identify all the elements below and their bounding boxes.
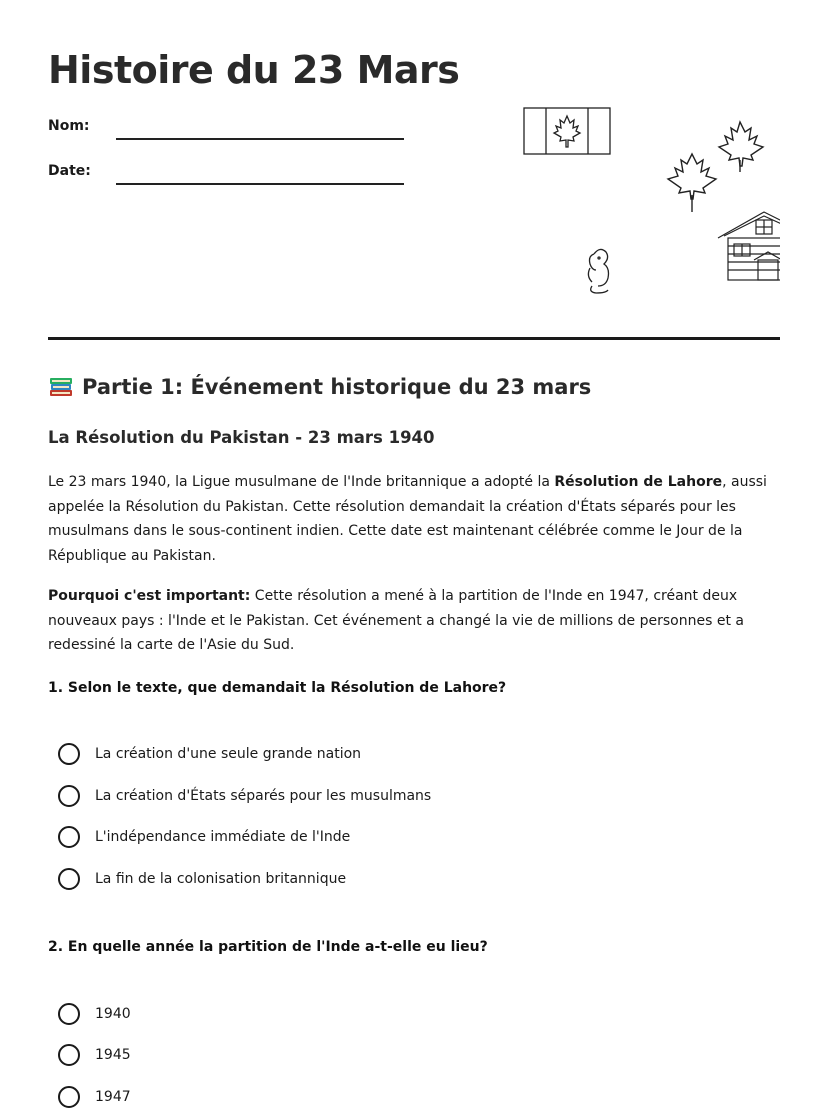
- maple-leaf-icon: [668, 154, 716, 212]
- beaver-icon: [588, 249, 608, 293]
- radio-button[interactable]: [58, 826, 80, 848]
- date-line[interactable]: [116, 183, 404, 185]
- date-label: Date:: [48, 163, 91, 179]
- option-label: La création d'États séparés pour les musulmans: [95, 788, 432, 804]
- section-divider: [48, 337, 780, 340]
- question-2: 2. En quelle année la partition de l'Inde a-t-elle eu lieu?: [48, 939, 488, 955]
- importance-paragraph: [48, 584, 778, 658]
- canada-illustration: [520, 100, 780, 310]
- option-label: 1947: [95, 1089, 131, 1105]
- name-label: Nom:: [48, 118, 90, 134]
- intro-text-end: , aussi appelée la Résolution du Pakistan. Cette résolution demandait la création d'États séparés pour les musulmans dans le sous-continent indien. Cette date est maintenant célébrée comme le Jour de la République au Pakistan.: [48, 474, 767, 564]
- intro-paragraph: [48, 470, 778, 568]
- radio-button[interactable]: [58, 743, 80, 765]
- question-2-option-1[interactable]: [58, 1002, 131, 1026]
- radio-button[interactable]: [58, 1044, 80, 1066]
- books-icon: [48, 374, 74, 398]
- option-label: 1945: [95, 1047, 131, 1063]
- radio-button[interactable]: [58, 868, 80, 890]
- question-2-option-2[interactable]: [58, 1043, 131, 1067]
- section-1-subtitle: La Résolution du Pakistan - 23 mars 1940: [48, 428, 435, 447]
- canada-flag-icon: [524, 108, 610, 154]
- log-cabin-icon: [718, 208, 780, 280]
- section-1-title-text: Partie 1: Événement historique du 23 mars: [82, 375, 592, 399]
- question-1-option-3[interactable]: [58, 825, 350, 849]
- option-label: La fin de la colonisation britannique: [95, 871, 347, 887]
- importance-text: Cette résolution a mené à la partition de l'Inde en 1947, créant deux nouveaux pays : l'Inde et le Pakistan. Cet événement a changé la vie de millions de personnes et a redessiné la carte de l'Asie du Sud.: [48, 588, 744, 653]
- importance-label: Pourquoi c'est important:: [48, 588, 251, 604]
- question-1-option-2[interactable]: [58, 784, 431, 808]
- intro-text-start: Le 23 mars 1940, la Ligue musulmane de l'Inde britannique a adopté la: [48, 474, 555, 490]
- maple-leaf-icon: [719, 122, 763, 172]
- lahore-resolution-bold: Résolution de Lahore: [554, 474, 723, 490]
- option-label: L'indépendance immédiate de l'Inde: [95, 829, 351, 845]
- radio-button[interactable]: [58, 785, 80, 807]
- question-1: 1. Selon le texte, que demandait la Résolution de Lahore?: [48, 680, 507, 696]
- option-label: 1940: [95, 1006, 131, 1022]
- question-1-option-4[interactable]: [58, 867, 346, 891]
- option-label: La création d'une seule grande nation: [95, 746, 362, 762]
- question-1-option-1[interactable]: [58, 742, 361, 766]
- page-title: Histoire du 23 Mars: [48, 48, 460, 92]
- name-line[interactable]: [116, 138, 404, 140]
- section-1-title: [48, 374, 591, 399]
- radio-button[interactable]: [58, 1086, 80, 1108]
- radio-button[interactable]: [58, 1003, 80, 1025]
- question-2-option-3[interactable]: [58, 1085, 131, 1109]
